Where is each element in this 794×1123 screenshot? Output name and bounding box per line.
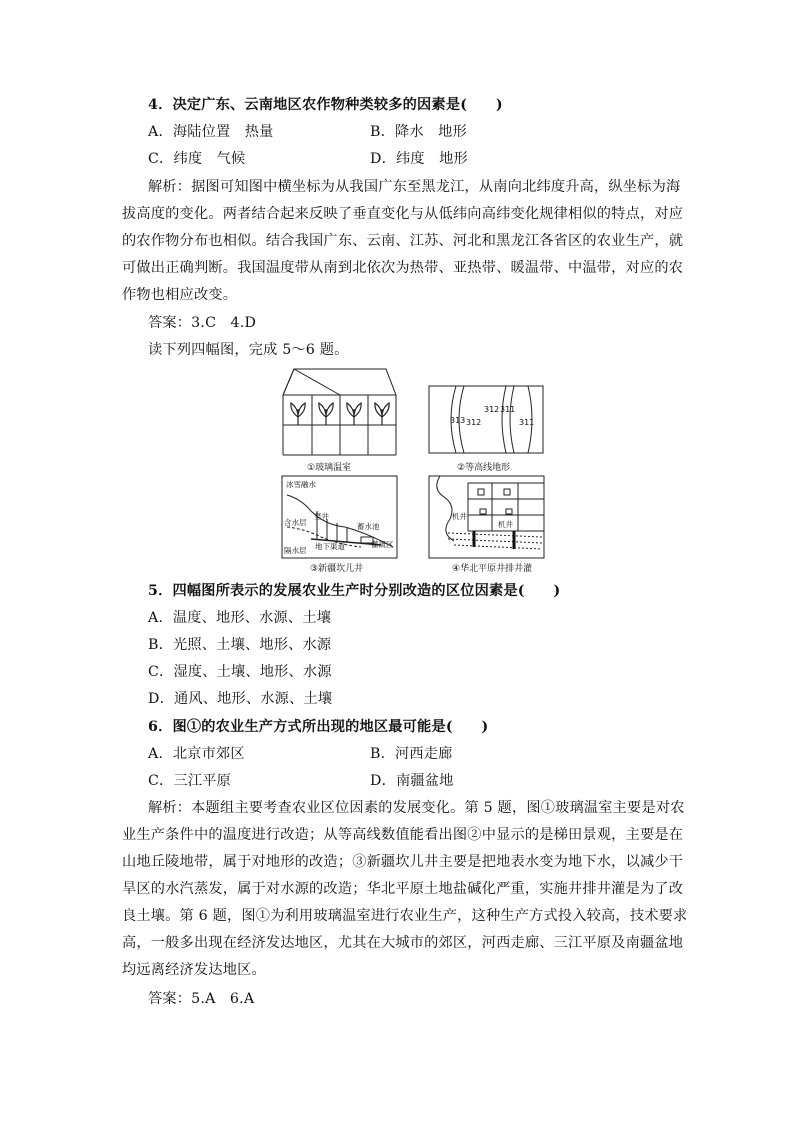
contour-label-3: 312 bbox=[484, 405, 500, 414]
analysis-2-line-1: 解析：本题组主要考查农业区位因素的发展变化。第 5 题，图①玻璃温室主要是对农 bbox=[148, 800, 685, 816]
figure-1-caption: ①玻璃温室 bbox=[307, 463, 352, 473]
contour-label-2: 312 bbox=[466, 418, 482, 427]
contour-label-5: 311 bbox=[519, 418, 535, 427]
question-6-stem: 6．图①的农业生产方式所出现的地区最可能是( ) bbox=[148, 719, 489, 735]
label-well-2: 机井 bbox=[498, 520, 513, 529]
q6-option-c: C．三江平原 bbox=[148, 773, 231, 789]
analysis-1-line-1: 解析：据图可知图中横坐标为从我国广东至黑龙江，从南向北纬度升高，纵坐标为海 bbox=[148, 179, 681, 195]
q6-option-d: D．南疆盆地 bbox=[370, 773, 454, 789]
analysis-2-line-3: 山地丘陵地带，属于对地形的改造；③新疆坎儿井主要是把地表水变为地下水，以减少干 bbox=[122, 854, 684, 870]
question-5-stem: 5．四幅图所表示的发展农业生产时分别改造的区位因素是( ) bbox=[148, 583, 561, 599]
analysis-1-line-3: 的农作物分布也相似。结合我国广东、云南、江苏、河北和黑龙江各省区的农业生产，就 bbox=[122, 233, 684, 249]
q5-option-b: B．光照、土壤、地形、水源 bbox=[148, 637, 332, 653]
q4-option-b: B．降水 地形 bbox=[370, 124, 467, 140]
label-snow-water: 冰雪融水 bbox=[286, 480, 316, 489]
figure-3-caption: ③新疆坎儿井 bbox=[310, 564, 364, 574]
contour-label-4: 311 bbox=[500, 405, 516, 414]
analysis-2-line-6: 高，一般多出现在经济发达地区，尤其在大城市的郊区，河西走廊、三江平原及南疆盆地 bbox=[122, 935, 684, 951]
analysis-2-line-2: 业生产条件中的温度进行改造；从等高线数值能看出图②中显示的是梯田景观，主要是在 bbox=[122, 827, 684, 843]
label-aquiclude: 隔水层 bbox=[284, 546, 307, 555]
label-shaft: 竖井 bbox=[314, 512, 329, 521]
label-aquifer: 含水层 bbox=[284, 518, 307, 527]
well-irrigation-figure bbox=[428, 475, 546, 561]
contour-map-figure bbox=[428, 385, 544, 455]
analysis-2-line-7: 均远离经济发达地区。 bbox=[122, 962, 266, 978]
analysis-2-line-4: 旱区的水汽蒸发，属于对水源的改造；华北平原土地盐碱化严重，实施井排井灌是为了改 bbox=[122, 881, 684, 897]
greenhouse-figure bbox=[282, 367, 398, 463]
contour-label-1: 313 bbox=[450, 416, 466, 425]
answer-1: 答案：3.C 4.D bbox=[148, 315, 257, 331]
question-4-stem: 4．决定广东、云南地区农作物种类较多的因素是( ) bbox=[148, 97, 503, 113]
analysis-2-line-5: 良土壤。第 6 题，图①为利用玻璃温室进行农业生产，这种生产方式投入较高，技术要求 bbox=[122, 908, 688, 924]
q5-option-a: A．温度、地形、水源、土壤 bbox=[148, 610, 332, 626]
q4-option-c: C．纬度 气候 bbox=[148, 151, 246, 167]
q4-option-a: A．海陆位置 热量 bbox=[148, 124, 274, 140]
figure-2-caption: ②等高线地形 bbox=[457, 463, 511, 473]
q4-option-d: D．纬度 地形 bbox=[370, 151, 468, 167]
label-well-1: 机井 bbox=[452, 512, 467, 521]
q6-option-b: B．河西走廊 bbox=[370, 746, 453, 762]
label-tunnel: 地下渠道 bbox=[315, 542, 345, 551]
figure-4-caption: ④华北平原井排井灌 bbox=[452, 564, 533, 574]
intro-text: 读下列四幅图，完成 5～6 题。 bbox=[148, 342, 349, 358]
analysis-1-line-2: 拔高度的变化。两者结合起来反映了垂直变化与从低纬向高纬变化规律相似的特点，对应 bbox=[122, 206, 684, 222]
analysis-1-line-5: 作物也相应改变。 bbox=[122, 287, 238, 303]
answer-2: 答案：5.A 6.A bbox=[148, 991, 255, 1007]
q6-option-a: A．北京市郊区 bbox=[148, 746, 245, 762]
q5-option-d: D．通风、地形、水源、土壤 bbox=[148, 691, 333, 707]
analysis-1-line-4: 可做出正确判断。我国温度带从南到北依次为热带、亚热带、暖温带、中温带，对应的农 bbox=[122, 260, 684, 276]
label-irrigation: 灌溉区 bbox=[371, 540, 394, 549]
karez-figure bbox=[281, 475, 399, 561]
q5-option-c: C．湿度、土壤、地形、水源 bbox=[148, 664, 332, 680]
label-pool: 蓄水池 bbox=[357, 522, 380, 531]
